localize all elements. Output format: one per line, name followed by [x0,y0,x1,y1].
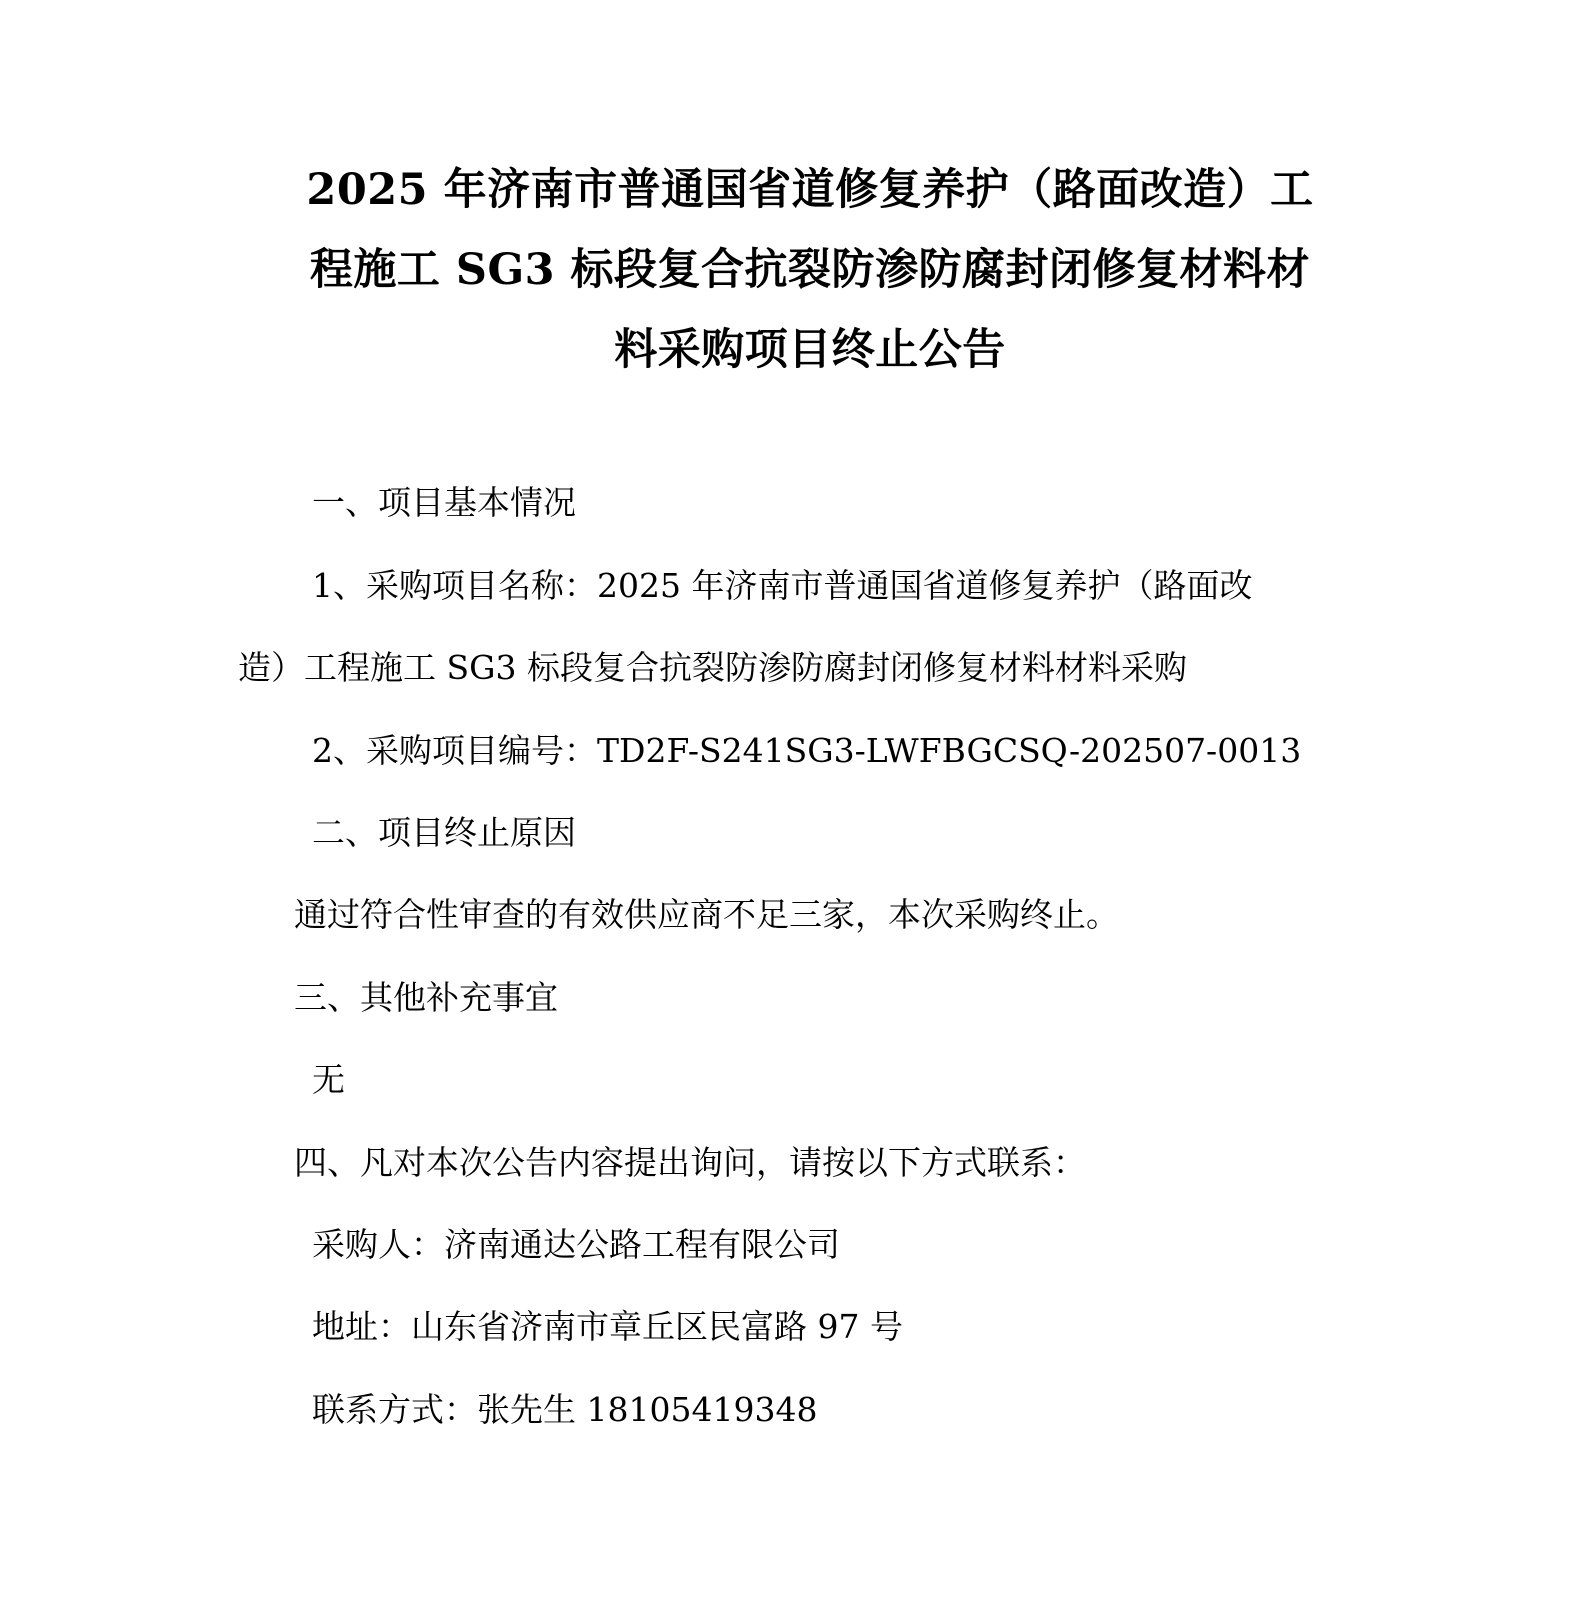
address: 地址：山东省济南市章丘区民富路 97 号 [312,1307,903,1346]
section-4-heading: 四、凡对本次公告内容提出询问，请按以下方式联系： [294,1143,1086,1182]
section-1-heading: 一、项目基本情况 [312,483,576,522]
section-2-heading: 二、项目终止原因 [312,813,576,852]
section-3-heading: 三、其他补充事宜 [294,978,558,1017]
termination-reason: 通过符合性审查的有效供应商不足三家，本次采购终止。 [294,895,1119,934]
project-name-line-2: 造）工程施工 SG3 标段复合抗裂防渗防腐封闭修复材料材料采购 [238,648,1187,687]
title-line-2: 程施工 SG3 标段复合抗裂防渗防腐封闭修复材料材 [309,245,1311,295]
project-number: 2、采购项目编号：TD2F-S241SG3-LWFBGCSQ-202507-0013 [312,731,1302,770]
purchaser: 采购人：济南通达公路工程有限公司 [312,1225,840,1264]
title-line-3: 料采购项目终止公告 [614,325,1006,375]
document-title [285,150,1335,390]
supplementary-matters: 无 [312,1060,345,1099]
title-line-1: 2025 年济南市普通国省道修复养护（路面改造）工 [306,165,1314,215]
contact: 联系方式：张先生 18105419348 [312,1390,818,1429]
project-name-line-1: 1、采购项目名称：2025 年济南市普通国省道修复养护（路面改 [312,566,1253,605]
